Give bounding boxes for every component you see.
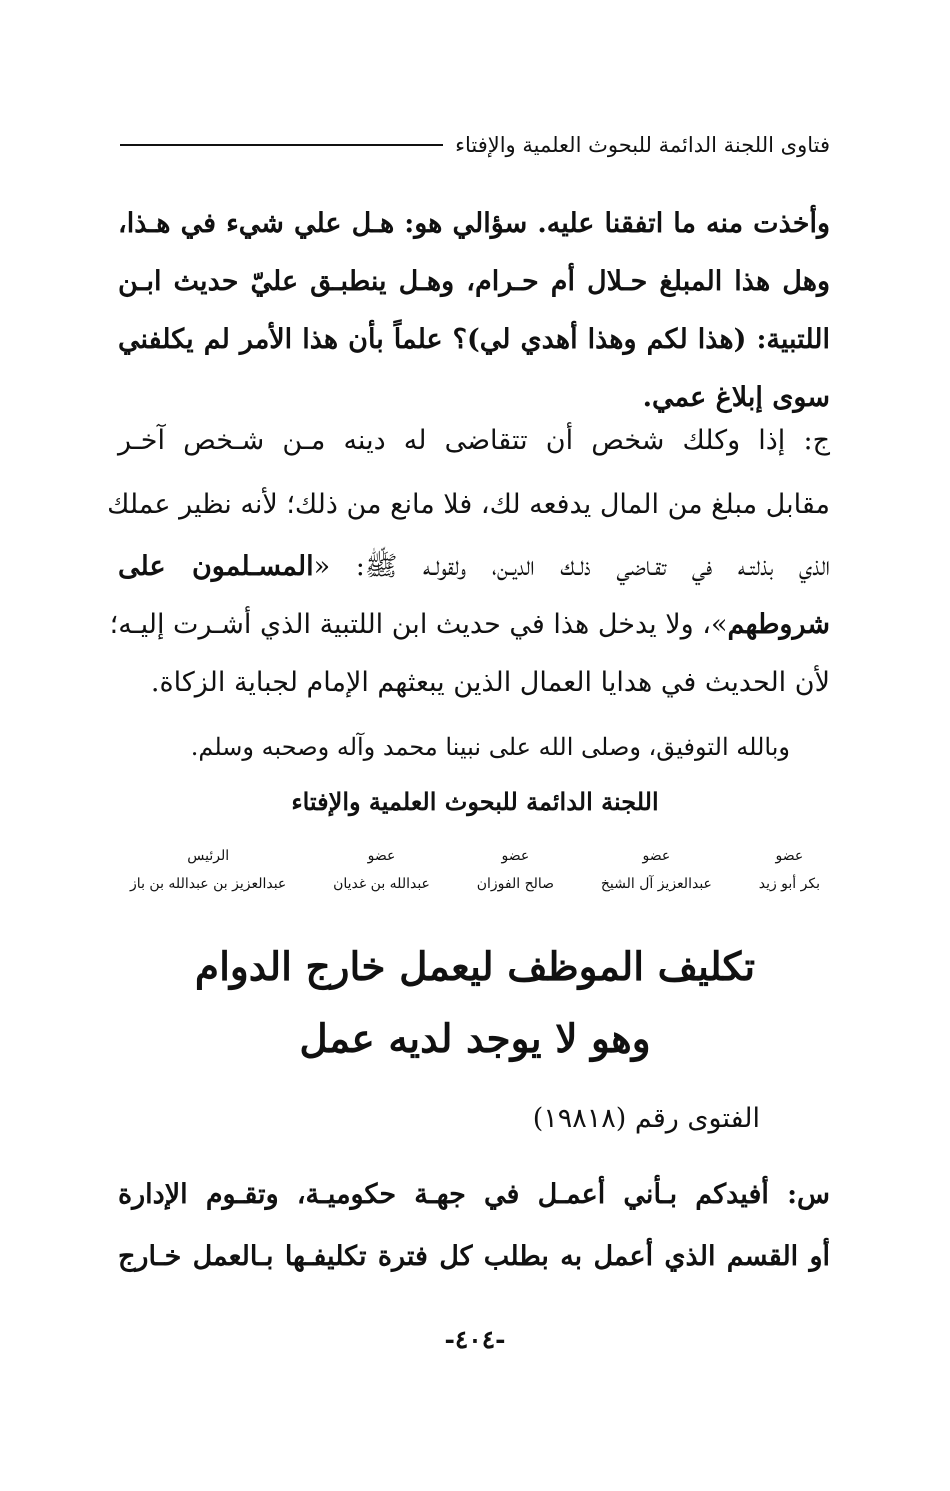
fatwa-number: الفتوى رقم (١٩٨١٨) <box>532 1103 760 1134</box>
member-signature <box>759 842 820 906</box>
member-role: عضو <box>501 848 530 864</box>
member-name: عبدالعزيز بن عبدالله بن باز <box>130 876 287 892</box>
fatwa-title-line1: تكليف الموظف ليعمل خارج الدوام <box>194 944 756 990</box>
page-number: -٤٠٤- <box>444 1325 506 1354</box>
answer-line: لأن الحديث في هدايا العمال الذين يبعثهم الإمام لجباية الزكاة. <box>150 667 830 698</box>
answer-text: »، ولا يدخل هذا في حديث ابن اللتبية الذي أشـرت إليـه؛ <box>109 609 728 640</box>
header-rule <box>120 144 443 146</box>
member-signature <box>477 842 554 906</box>
new-question-block <box>118 1166 830 1286</box>
answer-line: ج: إذا وكلك شخص أن تتقاضى له دينه مـن شـخص آخـر <box>118 425 830 456</box>
member-role: الرئيس <box>187 848 230 864</box>
question-continuation <box>118 195 830 427</box>
answer-line <box>118 538 830 596</box>
member-signature <box>601 842 712 906</box>
committee-name: اللجنة الدائمة للبحوث العلمية والإفتاء <box>291 787 659 816</box>
answer-line <box>109 596 830 654</box>
member-role: عضو <box>642 848 671 864</box>
running-header <box>120 128 830 162</box>
question-line: وهل هذا المبلغ حـلال أم حـرام، وهـل ينطبـق عليّ حديث ابـن <box>118 266 830 297</box>
member-name: صالح الفوزان <box>476 876 555 892</box>
closing-block <box>140 718 830 776</box>
question-line: س: أفيدكم بـأني أعمـل في جهـة حكوميـة، وتقـوم الإدارة <box>118 1179 830 1210</box>
member-signature <box>130 842 286 906</box>
fatwa-title-line2: وهو لا يوجد لديه عمل <box>299 1016 651 1062</box>
committee-members <box>130 842 820 906</box>
closing-prayer: وبالله التوفيق، وصلى الله على نبينا محمد وآله وصحبه وسلم. <box>190 733 790 761</box>
hadith-quote: المسـلمون على <box>118 551 314 582</box>
member-name: عبدالعزيز آل الشيخ <box>600 876 712 892</box>
question-line: وأخذت منه ما اتفقنا عليه. سؤالي هو: هـل علي شيء في هـذا، <box>118 208 830 239</box>
hadith-quote-end: شروطهم <box>727 609 830 640</box>
question-line: اللتبية: (هذا لكم وهذا أهدي لي)؟ علماً بأن هذا الأمر لم يكلفني <box>118 324 830 355</box>
answer-block <box>107 412 830 712</box>
answer-text: الذي بذلتـه في تقـاضي ذلـك الديـن، ولقولـه ﷺ: « <box>313 551 830 582</box>
member-name: بكر أبو زيد <box>758 876 820 892</box>
member-signature <box>333 842 430 906</box>
question-line: أو القسم الذي أعمل به بطلب كل فترة تكليفـها بـالعمل خـارج <box>118 1241 830 1272</box>
member-role: عضو <box>367 848 396 864</box>
member-role: عضو <box>775 848 804 864</box>
question-line: سوى إبلاغ عمي. <box>642 382 830 413</box>
running-title: فتاوى اللجنة الدائمة للبحوث العلمية والإفتاء <box>455 133 830 157</box>
member-name: عبدالله بن غديان <box>333 876 430 892</box>
answer-line: مقابل مبلغ من المال يدفعه لك، فلا مانع من ذلك؛ لأنه نظير عملك <box>107 489 830 520</box>
